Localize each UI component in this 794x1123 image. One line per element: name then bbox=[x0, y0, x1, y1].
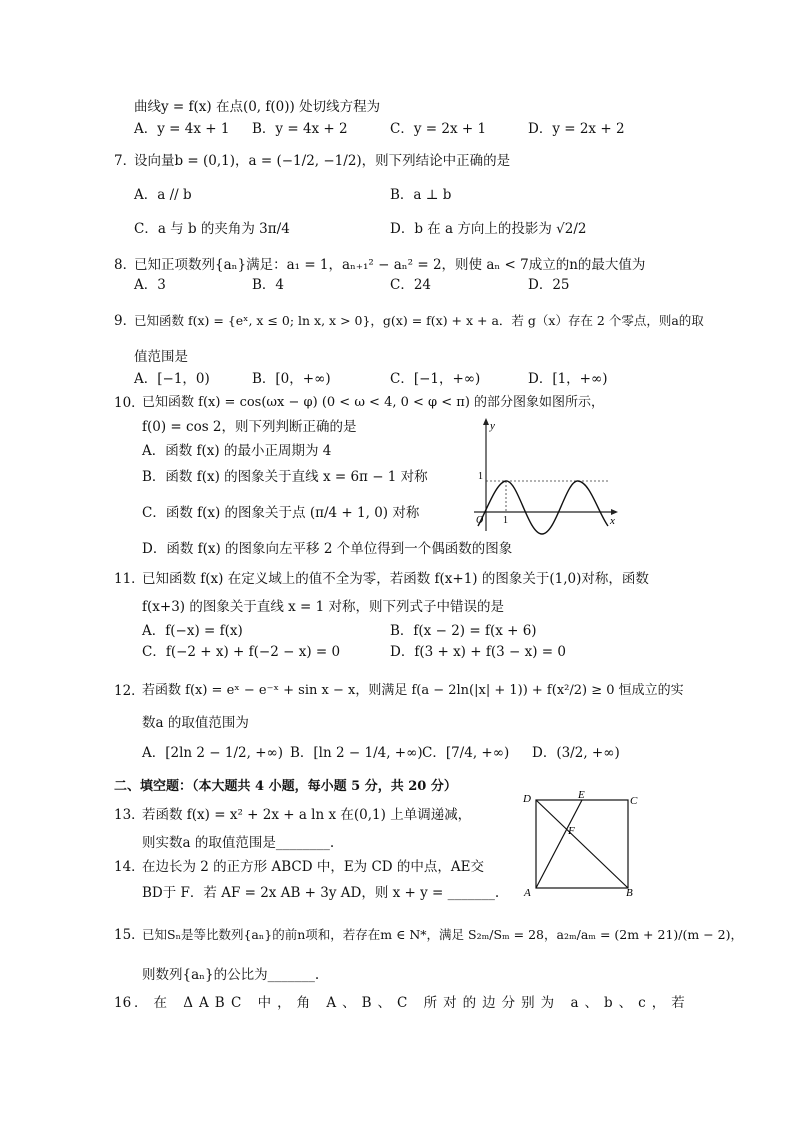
q15-number: 15． bbox=[114, 927, 145, 943]
q12-option-a: A．[2ln 2 − 1/2, +∞) bbox=[142, 745, 284, 761]
graph-one-y-label: 1 bbox=[478, 471, 483, 482]
q10-stem-continued: f(0) = cos 2，则下列判断正确的是 bbox=[142, 419, 357, 435]
q6-option-d: D．y = 2x + 2 bbox=[528, 121, 625, 137]
q11-number: 11． bbox=[114, 571, 145, 587]
segment-ae bbox=[536, 800, 582, 888]
q11-stem: 已知函数 f(x) 在定义域上的值不全为零，若函数 f(x+1) 的图象关于(1,0)对称，函数 bbox=[142, 571, 649, 587]
q10-cosine-graph bbox=[470, 416, 620, 536]
q6-option-b: B．y = 4x + 2 bbox=[252, 121, 348, 137]
q12-option-c: C．[7/4, +∞) bbox=[422, 745, 510, 761]
section-2-title: 二、填空题：（本大题共 4 小题，每小题 5 分，共 20 分） bbox=[114, 779, 457, 794]
q16-stem: ．在 ΔABC 中，角 A、B、C 所对的边分别为 a、b、c，若 bbox=[134, 995, 691, 1011]
q9-option-c: C．[−1，+∞) bbox=[390, 371, 481, 387]
q11-option-d: D．f(3 + x) + f(3 − x) = 0 bbox=[390, 644, 566, 660]
q9-option-b: B．[0，+∞) bbox=[252, 371, 331, 387]
q11-option-a: A．f(−x) = f(x) bbox=[142, 623, 243, 639]
q12-stem: 若函数 f(x) = eˣ − e⁻ˣ + sin x − x，则满足 f(a − 2ln(|x| + 1)) + f(x²/2) ≥ 0 恒成立的实 bbox=[142, 683, 684, 698]
q13-number: 13． bbox=[114, 807, 145, 823]
q12-option-b: B．[ln 2 − 1/4, +∞) bbox=[290, 745, 423, 761]
q7-option-c: C．a 与 b 的夹角为 3π/4 bbox=[134, 221, 290, 237]
label-f: F bbox=[568, 825, 575, 837]
q6-option-a: A．y = 4x + 1 bbox=[134, 121, 230, 137]
q15-stem-continued: 则数列{aₙ}的公比为_______. bbox=[142, 967, 320, 983]
q6-stem: 曲线y = f(x) 在点(0, f(0)) 处切线方程为 bbox=[134, 99, 381, 115]
graph-one-x-label: 1 bbox=[503, 515, 508, 526]
q11-stem-continued: f(x+3) 的图象关于直线 x = 1 对称，则下列式子中错误的是 bbox=[142, 599, 505, 615]
q13-stem-continued: 则实数a 的取值范围是________. bbox=[142, 835, 335, 851]
q8-option-b: B．4 bbox=[252, 277, 285, 293]
q7-option-a: A．a // b bbox=[134, 187, 192, 203]
q14-number: 14． bbox=[114, 859, 145, 875]
q15-stem: 已知Sₙ是等比数列{aₙ}的前n项和，若存在m ∈ N*，满足 S₂ₘ/Sₘ = 28，a₂ₘ/aₘ = (2m + 21)/(m − 2)， bbox=[142, 927, 743, 942]
y-axis-arrow-icon bbox=[483, 418, 489, 425]
q9-stem-continued: 值范围是 bbox=[134, 349, 188, 365]
q10-option-b: B．函数 f(x) 的图象关于直线 x = 6π − 1 对称 bbox=[142, 469, 428, 485]
q7-number: 7． bbox=[114, 153, 137, 169]
q7-option-d: D．b 在 a 方向上的投影为 √2/2 bbox=[390, 221, 587, 237]
label-d: D bbox=[523, 793, 531, 805]
q10-number: 10． bbox=[114, 395, 145, 411]
q10-option-a: A．函数 f(x) 的最小正周期为 4 bbox=[142, 443, 332, 459]
q9-option-a: A．[−1，0) bbox=[134, 371, 210, 387]
segment-bd bbox=[536, 800, 628, 888]
label-c: C bbox=[630, 795, 638, 807]
q11-option-c: C．f(−2 + x) + f(−2 − x) = 0 bbox=[142, 644, 341, 660]
q14-square-figure bbox=[520, 790, 638, 900]
q16-number: 16 bbox=[114, 995, 132, 1011]
label-e: E bbox=[578, 790, 585, 801]
q8-option-d: D．25 bbox=[528, 277, 570, 293]
graph-x-label: x bbox=[610, 515, 615, 527]
graph-origin-label: O bbox=[476, 515, 484, 526]
q9-stem: 已知函数 f(x) = {eˣ, x ≤ 0; ln x, x > 0}，g(x) = f(x) + x + a．若 g（x）存在 2 个零点，则a的取 bbox=[134, 313, 704, 328]
cosine-curve bbox=[478, 481, 608, 534]
q14-stem-continued: BD于 F．若 AF = 2x AB + 3y AD，则 x + y = _______. bbox=[142, 885, 500, 901]
label-a: A bbox=[524, 887, 531, 899]
q10-option-c: C．函数 f(x) 的图象关于点 (π/4 + 1, 0) 对称 bbox=[142, 505, 420, 521]
q8-option-c: C．24 bbox=[390, 277, 432, 293]
q12-number: 12． bbox=[114, 683, 145, 699]
q7-option-b: B．a ⊥ b bbox=[390, 187, 452, 203]
q9-option-d: D．[1，+∞) bbox=[528, 371, 608, 387]
q8-stem: 已知正项数列{aₙ}满足：a₁ = 1，aₙ₊₁² − aₙ² = 2，则使 aₙ < 7成立的n的最大值为 bbox=[134, 257, 646, 273]
q9-number: 9． bbox=[114, 313, 137, 329]
q10-option-d: D．函数 f(x) 的图象向左平移 2 个单位得到一个偶函数的图象 bbox=[142, 541, 513, 557]
q7-stem: 设向量b = (0,1)，a = (−1/2, −1/2)，则下列结论中正确的是 bbox=[134, 153, 511, 169]
q8-number: 8． bbox=[114, 257, 137, 273]
q6-option-c: C．y = 2x + 1 bbox=[390, 121, 487, 137]
q10-stem: 已知函数 f(x) = cos(ωx − φ) (0 < ω < 4, 0 < φ < π) 的部分图象如图所示， bbox=[142, 395, 605, 410]
q14-stem: 在边长为 2 的正方形 ABCD 中，E为 CD 的中点，AE交 bbox=[142, 859, 485, 875]
graph-y-label: y bbox=[490, 420, 495, 432]
label-b: B bbox=[626, 887, 633, 899]
q12-stem-continued: 数a 的取值范围为 bbox=[142, 715, 249, 731]
q12-option-d: D．(3/2, +∞) bbox=[532, 745, 620, 761]
q8-option-a: A．3 bbox=[134, 277, 166, 293]
q13-stem: 若函数 f(x) = x² + 2x + a ln x 在(0,1) 上单调递减， bbox=[142, 807, 472, 823]
q11-option-b: B．f(x − 2) = f(x + 6) bbox=[390, 623, 537, 639]
